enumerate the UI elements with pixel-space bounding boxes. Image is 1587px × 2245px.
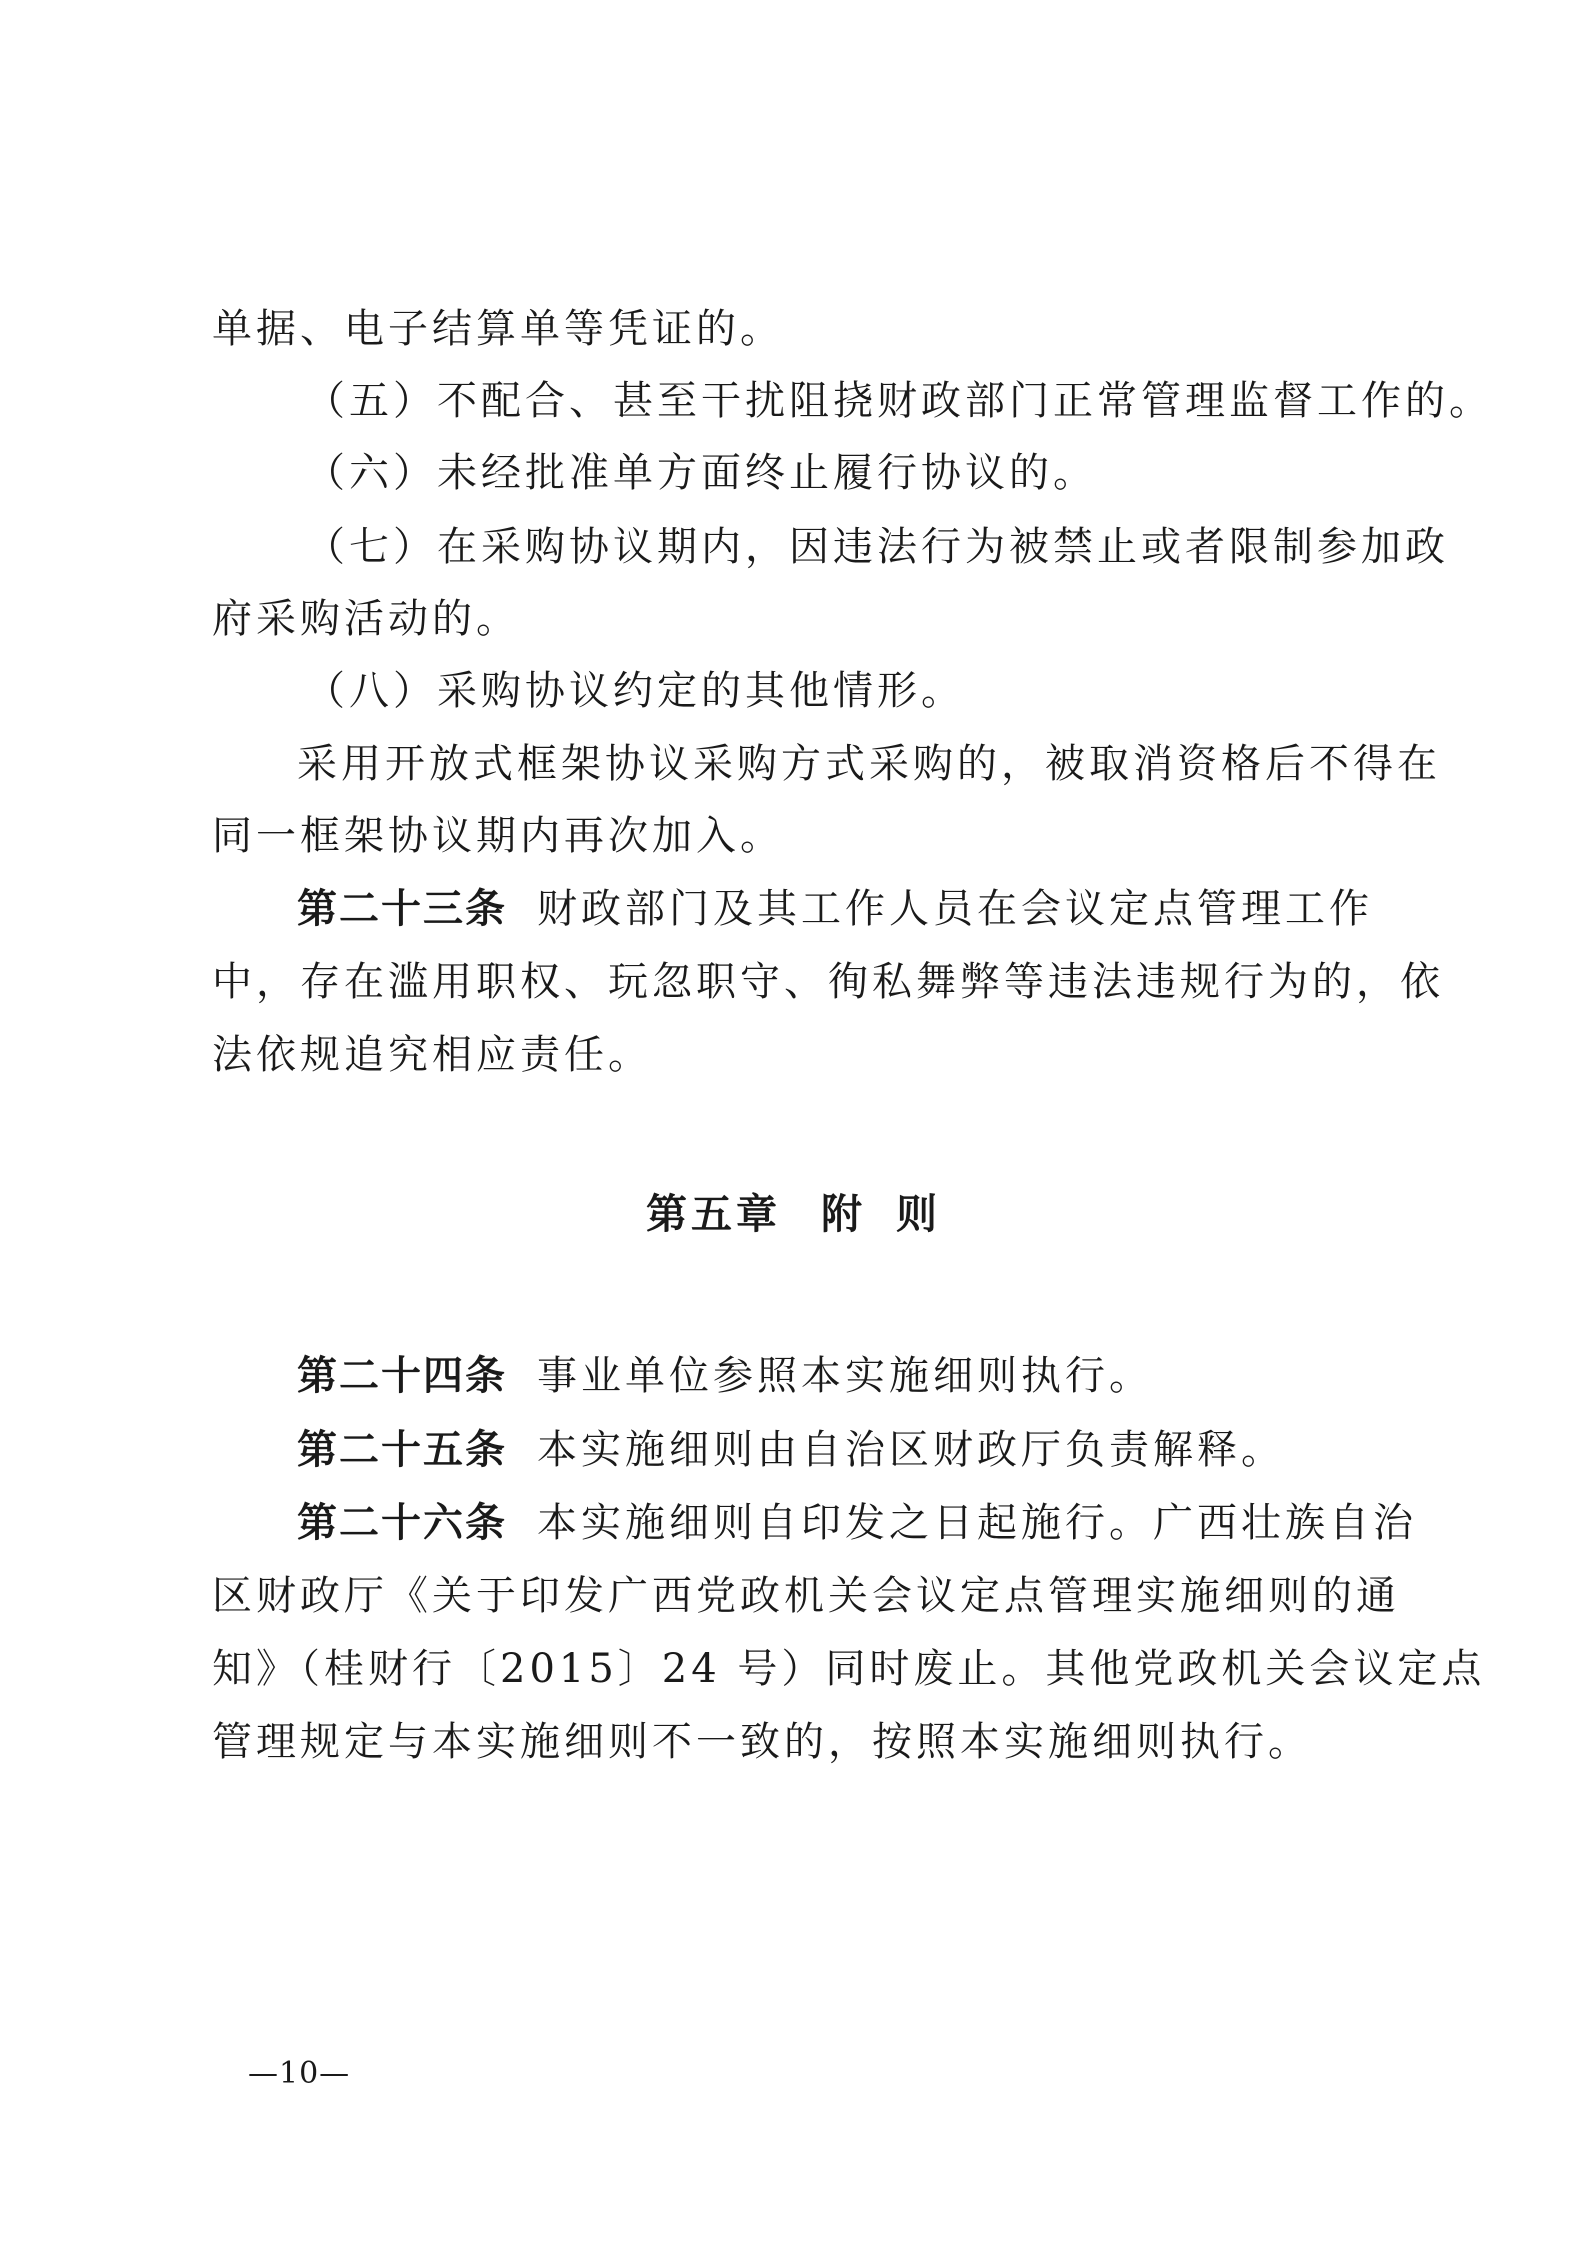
chapter-number: 第五章 xyxy=(646,1190,781,1238)
chapter-title-part: 则 xyxy=(896,1190,941,1238)
list-item-7: （七）在采购协议期内，因违法行为被禁止或者限制参加政 xyxy=(305,524,1449,570)
article-heading: 第二十三条 xyxy=(297,886,507,932)
paragraph-line: 法依规追究相应责任。 xyxy=(212,1032,652,1078)
article-24 xyxy=(297,1350,1153,1402)
article-heading: 第二十四条 xyxy=(297,1353,507,1399)
list-item-6: （六）未经批准单方面终止履行协议的。 xyxy=(305,450,1097,496)
article-23 xyxy=(297,883,1373,935)
article-25 xyxy=(297,1424,1285,1476)
list-item-8: （八）采购协议约定的其他情形。 xyxy=(305,668,965,714)
article-text: 本实施细则由自治区财政厅负责解释。 xyxy=(537,1427,1285,1473)
paragraph-line: 中，存在滥用职权、玩忽职守、徇私舞弊等违法违规行为的，依 xyxy=(212,959,1444,1005)
paragraph-line: 同一框架协议期内再次加入。 xyxy=(212,813,784,859)
article-text: 本实施细则自印发之日起施行。广西壮族自治 xyxy=(537,1500,1417,1546)
paragraph-line: 知》（桂财行〔2015〕24 号）同时废止。其他党政机关会议定点 xyxy=(212,1646,1486,1692)
paragraph-line: 府采购活动的。 xyxy=(212,596,520,642)
page-number: —10— xyxy=(248,2056,351,2091)
paragraph-line: 单据、电子结算单等凭证的。 xyxy=(212,306,784,352)
paragraph-line: 管理规定与本实施细则不一致的，按照本实施细则执行。 xyxy=(212,1719,1312,1765)
article-heading: 第二十五条 xyxy=(297,1427,507,1473)
list-item-5: （五）不配合、甚至干扰阻挠财政部门正常管理监督工作的。 xyxy=(305,378,1493,424)
article-26 xyxy=(297,1497,1417,1549)
article-text: 财政部门及其工作人员在会议定点管理工作 xyxy=(537,886,1373,932)
chapter-title-part: 附 xyxy=(821,1190,866,1238)
paragraph-line: 采用开放式框架协议采购方式采购的，被取消资格后不得在 xyxy=(297,741,1441,787)
article-heading: 第二十六条 xyxy=(297,1500,507,1546)
article-text: 事业单位参照本实施细则执行。 xyxy=(537,1353,1153,1399)
paragraph-line: 区财政厅《关于印发广西党政机关会议定点管理实施细则的通 xyxy=(212,1573,1400,1619)
chapter-title xyxy=(0,1188,1587,1240)
